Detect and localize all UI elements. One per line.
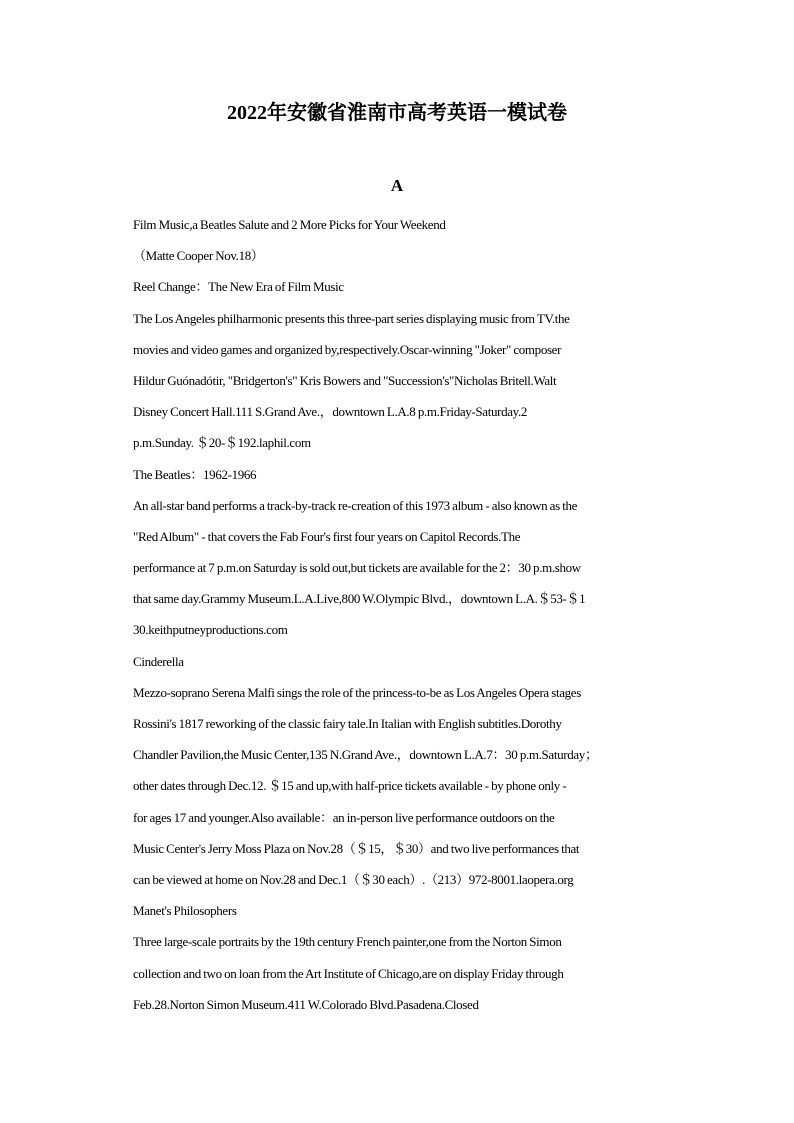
event-heading: Manet's Philosophers — [133, 903, 237, 919]
paragraph-line: Music Center's Jerry Moss Plaza on Nov.28（＄15，＄30）and two live performances that — [133, 840, 580, 856]
paragraph-line: Hildur Guónadótir, "Bridgerton's" Kris Bowers and "Succession's"Nicholas Britell.Walt — [133, 372, 557, 388]
event-heading: Cinderella — [133, 653, 184, 669]
paragraph-line: for ages 17 and younger.Also available：an in-person live performance outdoors on the — [133, 809, 555, 825]
paragraph-line: other dates through Dec.12. ＄15 and up,with half-price tickets available - by phone only - — [133, 778, 567, 794]
article-headline: Film Music,a Beatles Salute and 2 More Picks for Your Weekend — [133, 217, 446, 232]
event-heading: Reel Change：The New Era of Film Music — [133, 279, 344, 295]
paragraph-line: An all-star band performs a track-by-track re-creation of this 1973 album - also known as the — [133, 497, 578, 513]
paragraph-line: Rossini's 1817 reworking of the classic fairy tale.In Italian with English subtitles.Dorothy — [133, 716, 562, 731]
paragraph-line: Three large-scale portraits by the 19th century French painter,one from the Norton Simon — [133, 934, 562, 950]
paragraph-line: that same day.Grammy Museum.L.A.Live,800 W.Olympic Blvd.，downtown L.A.＄53-＄1 — [133, 591, 586, 607]
paragraph-line: Mezzo-soprano Serena Malfi sings the role of the princess-to-be as Los Angeles Opera stages — [133, 684, 581, 700]
paragraph-line: Chandler Pavilion,the Music Center,135 N.Grand Ave.，downtown L.A.7：30 p.m.Saturday； — [133, 747, 598, 763]
paragraph-line: Disney Concert Hall.111 S.Grand Ave.，downtown L.A.8 p.m.Friday-Saturday.2 — [133, 404, 528, 420]
passage-body — [133, 209, 678, 1020]
section-heading: A — [390, 176, 404, 195]
page-title: 2022年安徽省淮南市高考英语一模试卷 — [227, 102, 567, 124]
paragraph-line: p.m.Sunday. ＄20-＄192.laphil.com — [133, 435, 311, 451]
paragraph-line: movies and video games and organized by,respectively.Oscar-winning "Joker" composer — [133, 341, 562, 357]
paragraph-line: The Los Angeles philharmonic presents this three-part series displaying music from TV.the — [133, 310, 570, 326]
paragraph-line: 30.keithputneyproductions.com — [133, 622, 288, 638]
byline: （Matte Cooper Nov.18） — [133, 248, 264, 264]
paragraph-line: Feb.28.Norton Simon Museum.411 W.Colorado Blvd.Pasadena.Closed — [133, 996, 479, 1012]
paragraph-line: performance at 7 p.m.on Saturday is sold out,but tickets are available for the 2：30 p.m.show — [133, 560, 581, 576]
paragraph-line: collection and two on loan from the Art Institute of Chicago,are on display Friday through — [133, 965, 564, 981]
paragraph-line: "Red Album" - that covers the Fab Four's first four years on Capitol Records.The — [133, 528, 521, 544]
paragraph-line: can be viewed at home on Nov.28 and Dec.1（＄30 each）.（213）972-8001.laopera.org — [133, 871, 574, 887]
event-heading: The Beatles：1962-1966 — [133, 466, 257, 482]
